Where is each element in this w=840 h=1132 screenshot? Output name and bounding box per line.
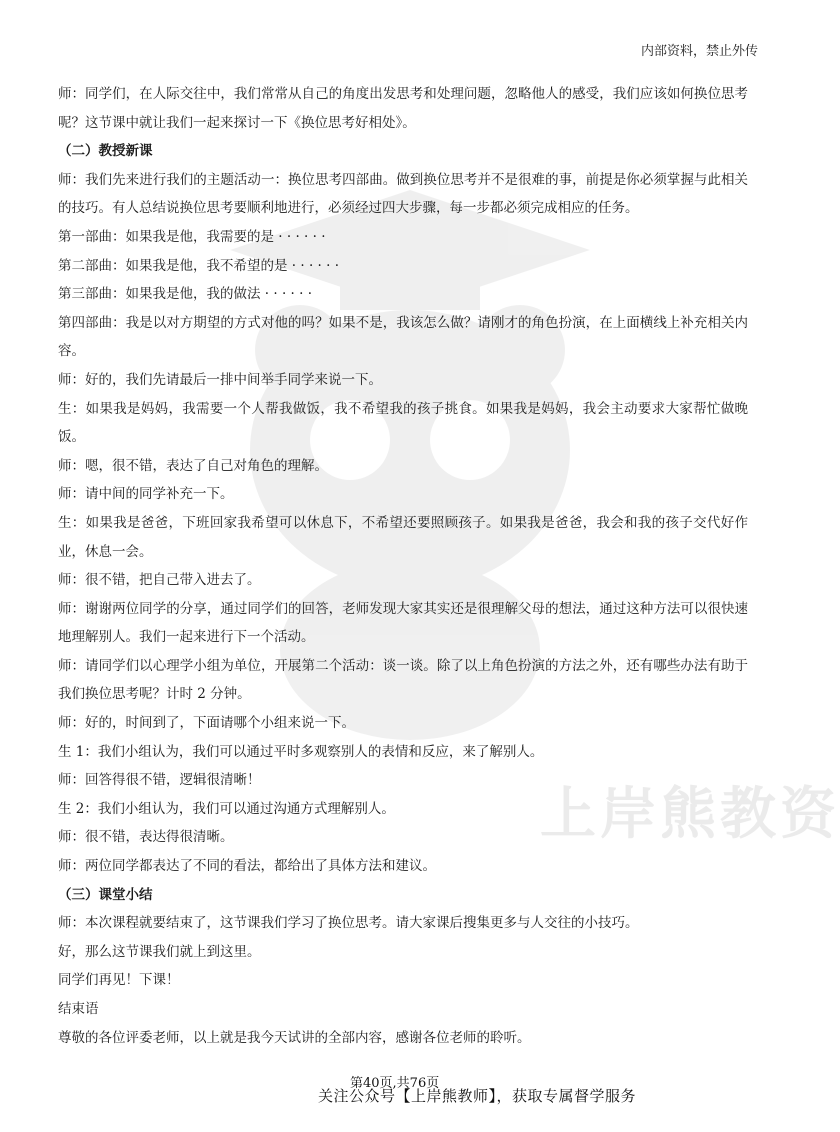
paragraph: 第四部曲：我是以对方期望的方式对他的吗？如果不是，我该怎么做？请刚才的角色扮演，在上面横线上补充相关内容。 [58,314,748,360]
footer-promo: 关注公众号【上岸熊教师】，获取专属督学服务 [318,1087,637,1105]
paragraph: 师：我们先来进行我们的主题活动一：换位思考四部曲。做到换位思考并不是很难的事，前提是你必须掌握与此相关的技巧。有人总结说换位思考要顺利地进行，必须经过四大步骤，每一步都必须完成相应的任务。 [58,171,748,217]
paragraph: 师：很不错，表达得很清晰。 [58,829,234,846]
paragraph: 师：两位同学都表达了不同的看法，都给出了具体方法和建议。 [58,858,436,875]
paragraph: 师：请中间的同学补充一下。 [58,486,234,503]
paragraph: 生 2：我们小组认为，我们可以通过沟通方式理解别人。 [58,800,395,817]
paragraph: 好，那么这节课我们就上到这里。 [58,943,261,960]
header-note: 内部资料，禁止外传 [640,44,758,59]
paragraph: 师：本次课程就要结束了，这节课我们学习了换位思考。请大家课后搜集更多与人交往的小技巧。 [58,915,639,932]
paragraph: 师：同学们，在人际交往中，我们常常从自己的角度出发思考和处理问题，忽略他人的感受，我们应该如何换位思考呢？这节课中就让我们一起来探讨一下《换位思考好相处》。 [58,86,748,131]
paragraph: 第三部曲：如果我是他，我的做法 · · · · · · [58,286,312,303]
paragraph: 结束语 [58,1001,99,1017]
section-heading: （二）教授新课 [58,143,153,160]
paragraph: 生 1：我们小组认为，我们可以通过平时多观察别人的表情和反应，来了解别人。 [58,743,544,760]
document-body [58,80,748,1052]
section-heading: （三）课堂小结 [58,886,153,903]
paragraph: 第二部曲：如果我是他，我不希望的是 · · · · · · [58,257,339,274]
paragraph: 生：如果我是妈妈，我需要一个人帮我做饭，我不希望我的孩子挑食。如果我是妈妈，我会主动要求大家帮忙做晚饭。 [58,400,748,446]
paragraph: 师：嗯，很不错，表达了自己对角色的理解。 [58,457,328,474]
paragraph: 师：谢谢两位同学的分享，通过同学们的回答，老师发现大家其实还是很理解父母的想法，通过这种方法可以很快速地理解别人。我们一起来进行下一个活动。 [58,600,748,646]
paragraph: 生：如果我是爸爸，下班回家我希望可以休息下，不希望还要照顾孩子。如果我是爸爸，我会和我的孩子交代好作业，休息一会。 [58,514,748,560]
page-number: 第40页,共76页 [350,1076,440,1091]
paragraph: 师：好的，时间到了，下面请哪个小组来说一下。 [58,715,355,732]
paragraph: 师：回答得很不错，逻辑很清晰！ [58,772,261,789]
paragraph: 第一部曲：如果我是他，我需要的是 · · · · · · [58,228,326,245]
paragraph: 师：好的，我们先请最后一排中间举手同学来说一下。 [58,371,382,388]
paragraph: 师：很不错，把自己带入进去了。 [58,572,261,589]
paragraph: 同学们再见！下课！ [58,972,180,989]
paragraph: 尊敬的各位评委老师，以上就是我今天试讲的全部内容，感谢各位老师的聆听。 [58,1029,531,1046]
paragraph: 师：请同学们以心理学小组为单位，开展第二个活动：谈一谈。除了以上角色扮演的方法之外，还有哪些办法有助于我们换位思考呢？计时 2 分钟。 [58,657,748,703]
brand-watermark-text: 上岸熊教资 [540,782,840,847]
